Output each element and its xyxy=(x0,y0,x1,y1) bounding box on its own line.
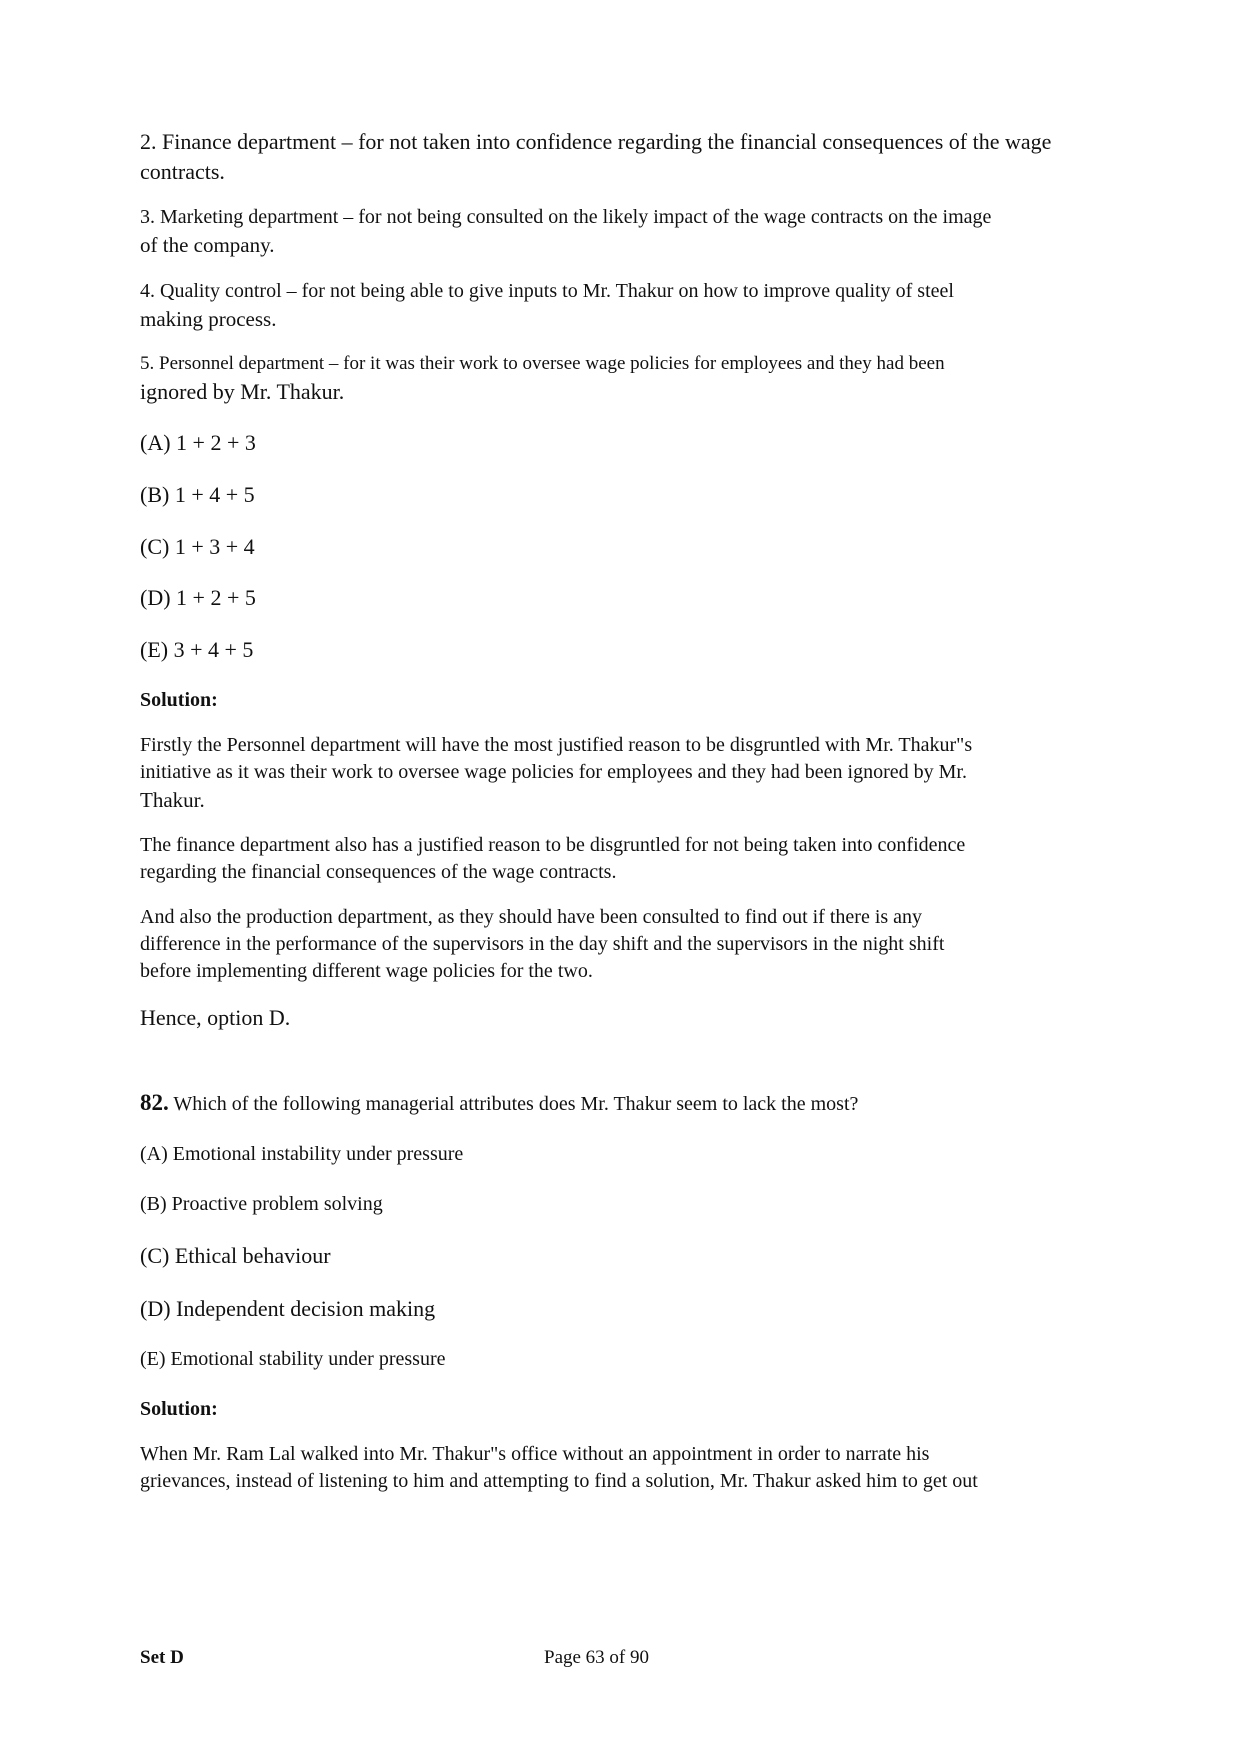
solution-paragraph xyxy=(140,904,1190,985)
reason-line: 4. Quality control – for not being able to give inputs to Mr. Thakur on how to improve quality of steel xyxy=(140,279,954,302)
solution-line: before implementing different wage policies for the two. xyxy=(140,960,593,983)
answer-option: (A) 1 + 2 + 3 xyxy=(140,430,256,456)
reason-item xyxy=(140,351,1190,406)
solution-line: difference in the performance of the supervisors in the day shift and the supervisors in the night shift xyxy=(140,933,945,956)
answer-option: (E) Emotional stability under pressure xyxy=(140,1348,446,1371)
solution-heading: Solution: xyxy=(140,688,218,711)
reason-item xyxy=(140,278,1190,333)
reason-line: of the company. xyxy=(140,233,275,258)
answer-option: (D) 1 + 2 + 5 xyxy=(140,585,256,611)
answer-option: (C) 1 + 3 + 4 xyxy=(140,533,255,559)
answer-option: (D) Independent decision making xyxy=(140,1295,436,1321)
reason-line: 5. Personnel department – for it was their work to oversee wage policies for employees and they had been xyxy=(140,353,945,375)
page-content xyxy=(140,127,1190,1495)
reason-item xyxy=(140,127,1190,186)
reason-line: ignored by Mr. Thakur. xyxy=(140,378,345,404)
solution-line: Thakur. xyxy=(140,787,205,812)
solution-heading: Solution: xyxy=(140,1398,218,1421)
reason-item xyxy=(140,204,1190,259)
answer-option: (C) Ethical behaviour xyxy=(140,1242,331,1268)
solution-line: grievances, instead of listening to him and attempting to find a solution, Mr. Thakur asked him to get out xyxy=(140,1470,978,1493)
solution-line: initiative as it was their work to oversee wage policies for employees and they had been ignored by Mr. xyxy=(140,760,967,783)
solution-conclusion: Hence, option D. xyxy=(140,1005,291,1031)
question-number: 82. xyxy=(140,1089,169,1115)
solution-line: Firstly the Personnel department will have the most justified reason to be disgruntled with Mr. Thakur"s xyxy=(140,733,973,756)
reason-line: 3. Marketing department – for not being consulted on the likely impact of the wage contracts on the image xyxy=(140,206,992,229)
answer-option: (B) Proactive problem solving xyxy=(140,1192,383,1215)
solution-line: regarding the financial consequences of the wage contracts. xyxy=(140,861,617,884)
solution-line: The finance department also has a justified reason to be disgruntled for not being taken into confidence xyxy=(140,834,966,857)
set-label: Set D xyxy=(140,1647,184,1668)
solution-paragraph xyxy=(140,832,1190,886)
reason-line: making process. xyxy=(140,306,277,331)
page-footer xyxy=(140,1647,1140,1677)
reason-line: 2. Finance department – for not taken into confidence regarding the financial consequences of the wage xyxy=(140,129,1052,154)
question-82 xyxy=(140,1087,1190,1118)
solution-paragraph xyxy=(140,732,1190,814)
reason-line: contracts. xyxy=(140,158,225,184)
answer-option: (B) 1 + 4 + 5 xyxy=(140,482,255,508)
page-number: Page 63 of 90 xyxy=(544,1647,650,1668)
answer-option: (A) Emotional instability under pressure xyxy=(140,1142,464,1165)
solution-line: When Mr. Ram Lal walked into Mr. Thakur"s office without an appointment in order to narrate his xyxy=(140,1443,930,1466)
solution-paragraph xyxy=(140,1441,1190,1495)
answer-option: (E) 3 + 4 + 5 xyxy=(140,637,254,663)
solution-line: And also the production department, as they should have been consulted to find out if there is any xyxy=(140,906,923,929)
question-text: Which of the following managerial attributes does Mr. Thakur seem to lack the most? xyxy=(173,1092,859,1115)
